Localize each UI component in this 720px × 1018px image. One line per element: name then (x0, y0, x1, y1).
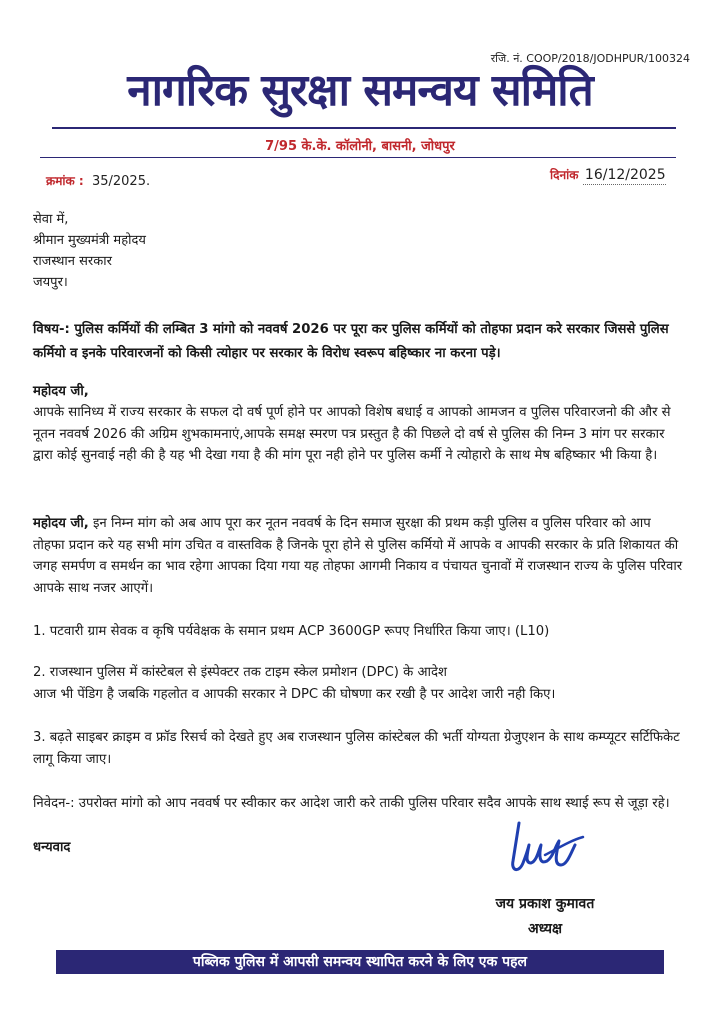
recipient-block (33, 209, 146, 293)
organization-title: नागरिक सुरक्षा समन्वय समिति (127, 65, 593, 116)
closing-text: धन्यवाद (33, 840, 71, 855)
footer-banner: पब्लिक पुलिस में आपसी समन्वय स्थापित करने के लिए एक पहल (56, 950, 664, 974)
salutation: महोदय जी, (33, 384, 89, 399)
body-paragraph-2 (33, 513, 683, 599)
date-value: 16/12/2025 (584, 167, 666, 183)
subject-line: विषय-: पुलिस कर्मियों की लम्बित 3 मांगो को नववर्ष 2026 पर पूरा कर पुलिस कर्मियों को तोहफा प्रदान करे सरकार जिससे पुलिस कर्मियो व इनके परिवारजनों को किसी त्योहार पर सरकार के विरोध स्वरूप बहिष्कार ना करना पड़े। (33, 322, 669, 361)
signatory-name: जय प्रकाश कुमावत (495, 896, 595, 912)
date-label: दिनांक (550, 168, 579, 182)
signatory-block (0, 892, 720, 942)
demand-item-2-cont: आज भी पेंडिग है जबकि गहलोत व आपकी सरकार ने DPC की घोषणा कर रखी है पर आदेश जारी नही किए। (33, 687, 556, 702)
reference-label: क्रमांक : (46, 174, 84, 188)
letter-date (550, 166, 666, 183)
recipient-line: सेवा में, (33, 212, 69, 227)
signature-image (505, 815, 585, 877)
recipient-line: श्रीमान मुख्यमंत्री महोदय (33, 233, 146, 248)
recipient-line: जयपुर। (33, 275, 68, 290)
demand-item-3: 3. बढ़ते साइबर क्राइम व फ्रॉड रिसर्च को देखते हुए अब राजस्थान पुलिस कांस्टेबल की भर्ती योग्यता ग्रेजुएशन के साथ कम्प्यूटर सर्टिफिकेट लागू किया जाए। (33, 730, 680, 767)
paragraph-text: इन निम्न मांग को अब आप पूरा कर नूतन नववर्ष के दिन समाज सुरक्षा की प्रथम कड़ी पुलिस व पुलिस परिवार को आप तोहफा प्रदान करे यह सभी मांग उचित व वास्तविक है जिनके पूरा होने से पुलिस कर्मियो में आपके व आपकी सरकार के प्रति शिकायत की जगह समर्पण व समर्थन का भाव रहेगा आपका दिया गया यह तोहफा आगमी निकाय व पंचायत चुनावों में राजस्थान राज्य के पुलिस परिवार आपके साथ नजर आएगें। (33, 516, 683, 596)
signatory-title: अध्यक्ष (527, 921, 563, 937)
header-rule (52, 127, 676, 129)
organization-address: 7/95 के.के. कॉलोनी, बासनी, जोधपुर (265, 139, 455, 154)
reference-number (46, 172, 150, 189)
registration-number: रजि. नं. COOP/2018/JODHPUR/100324 (490, 52, 690, 65)
demand-item-2: 2. राजस्थान पुलिस में कांस्टेबल से इंस्पेक्टर तक टाइम स्केल प्रमोशन (DPC) के आदेश (33, 665, 447, 680)
recipient-line: राजस्थान सरकार (33, 254, 112, 269)
reference-value: 35/2025. (91, 174, 151, 189)
paragraph-lead: महोदय जी, (33, 516, 89, 531)
demand-item-1: 1. पटवारी ग्राम सेवक व कृषि पर्यवेक्षक के समान प्रथम ACP 3600GP रूपए निर्धारित किया जाए। (L10) (33, 624, 550, 639)
request-paragraph: निवेदन-: उपरोक्त मांगो को आप नववर्ष पर स्वीकार कर आदेश जारी करे ताकी पुलिस परिवार सदैव आपके साथ स्थाई रूप से जूड़ा रहे। (33, 796, 670, 811)
body-paragraph-1: आपके सानिध्य में राज्य सरकार के सफल दो वर्ष पूर्ण होने पर आपको विशेष बधाई व आपको आमजन व पुलिस परिवारजनो की और से नूतन नववर्ष 2026 की अग्रिम शुभकामनाएं,आपके समक्ष स्मरण पत्र प्रस्तुत है की पिछले दो वर्ष से पुलिस की निम्न 3 मांग पर सरकार द्वारा कोई सुनवाई नही की है यह भी देखा गया है की मांग पूरा नही होने पर पुलिस कर्मी ने त्योहारो के साथ मेष बहिष्कार भी किया है। (33, 405, 671, 463)
header-rule-thin (40, 157, 676, 158)
